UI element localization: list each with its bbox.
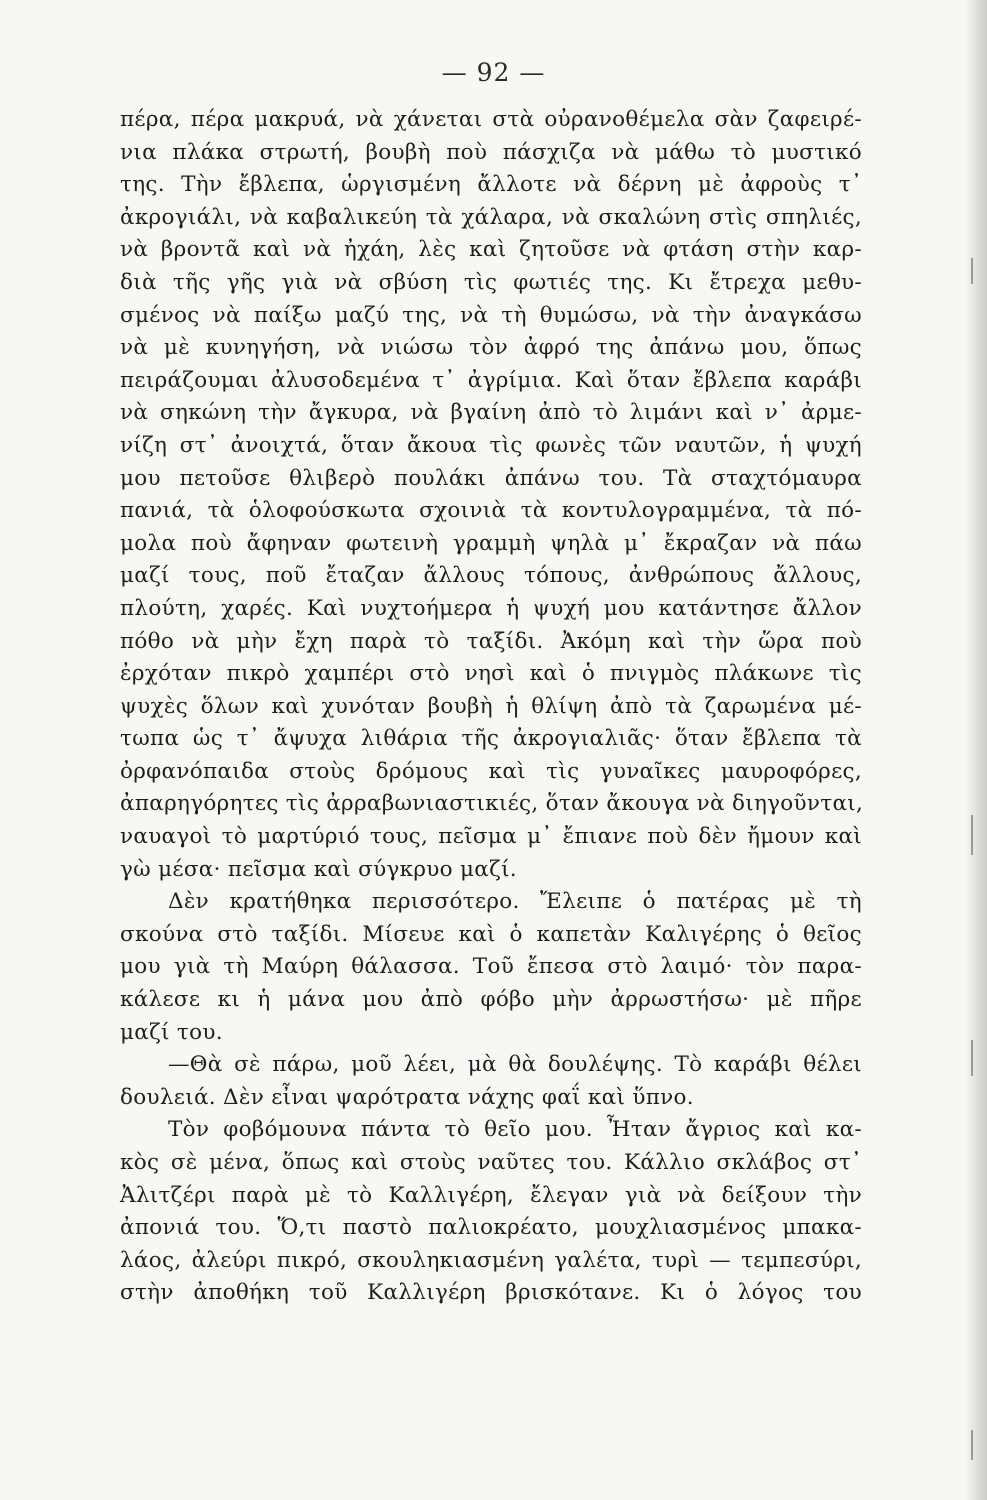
text-line: μαζί του.	[120, 1019, 223, 1045]
text-line: πλούτη, χαρές. Καὶ νυχτοήμερα ἡ ψυχή μου κατάντησε ἄλλον	[120, 595, 862, 621]
text-line: ψυχὲς ὅλων καὶ χυνόταν βουβὴ ἡ θλίψη ἀπὸ τὰ ζαρωμένα μέ-	[120, 693, 862, 719]
text-line: δουλειά. Δὲν εἶναι ψαρότρατα νάχης φαΐ καὶ ὕπνο.	[120, 1084, 694, 1110]
text-line: μου γιὰ τὴ Μαύρη θάλασσα. Τοῦ ἔπεσα στὸ λαιμό· τὸν παρα-	[120, 954, 862, 980]
page-edge-mark	[971, 1430, 973, 1460]
text-line: ἀκρογιάλι, νὰ καβαλικεύη τὰ χάλαρα, νὰ σκαλώνη στὶς σπηλιές,	[120, 204, 862, 230]
text-line: κὸς σὲ μένα, ὅπως καὶ στοὺς ναῦτες του. Κάλλιο σκλάβος στ᾿	[120, 1150, 862, 1175]
text-line: νὰ μὲ κυνηγήση, νὰ νιώσω τὸν ἀφρό της ἀπάνω μου, ὅπως	[120, 335, 862, 361]
text-line: ἐρχόταν πικρὸ χαμπέρι στὸ νησὶ καὶ ὁ πνιγμὸς πλάκωνε τὶς	[120, 661, 862, 687]
page-edge-mark	[971, 815, 973, 855]
text-line: τωπα ὡς τ᾿ ἄψυχα λιθάρια τῆς ἀκρογιαλιᾶς· ὅταν ἔβλεπα τὰ	[120, 726, 862, 752]
text-line: πανιά, τὰ ὁλοφούσκωτα σχοινιὰ τὰ κοντυλογραμμένα, τὰ πό-	[120, 498, 862, 524]
page-edge-shadow	[965, 0, 987, 1500]
text-line: Τὸν φοβόμουνα πάντα τὸ θεῖο μου. Ἦταν ἄγριος καὶ κα-	[168, 1117, 862, 1143]
text-line: στὴν ἀποθήκη τοῦ Καλλιγέρη βρισκότανε. Κι ὁ λόγος του	[120, 1280, 862, 1306]
page-edge-mark	[971, 258, 973, 284]
text-line: πέρα, πέρα μακρυά, νὰ χάνεται στὰ οὐρανοθέμελα σὰν ζαφειρέ-	[120, 107, 862, 132]
page-number: — 92 —	[441, 58, 546, 87]
text-line: νὰ σηκώνη τὴν ἄγκυρα, νὰ βγαίνη ἀπὸ τὸ λιμάνι καὶ ν᾿ ἀρμε-	[120, 400, 862, 426]
text-line: νια πλάκα στρωτή, βουβὴ ποὺ πάσχιζα νὰ μάθω τὸ μυστικό	[120, 139, 862, 165]
body-text	[120, 104, 862, 1310]
text-line: σκούνα στὸ ταξίδι. Μίσευε καὶ ὁ καπετὰν Καλιγέρης ὁ θεῖος	[120, 921, 862, 947]
text-line: Δὲν κρατήθηκα περισσότερο. Ἔλειπε ὁ πατέρας μὲ τὴ	[168, 889, 862, 915]
text-line: κάλεσε κι ἡ μάνα μου ἀπὸ φόβο μὴν ἀρρωστήσω· μὲ πῆρε	[120, 987, 862, 1013]
text-line: ἀπονιά του. Ὅ,τι παστὸ παλιοκρέατο, μουχλιασμένος μπακα-	[120, 1215, 862, 1241]
text-line: ναυαγοὶ τὸ μαρτύριό τους, πεῖσμα μ᾿ ἔπιανε ποὺ δὲν ἤμουν καὶ	[120, 824, 862, 850]
text-line: νὰ βροντᾶ καὶ νὰ ἠχάη, λὲς καὶ ζητοῦσε νὰ φτάση στὴν καρ-	[120, 237, 862, 263]
text-line: νίζη στ᾿ ἀνοιχτά, ὅταν ἄκουα τὶς φωνὲς τῶν ναυτῶν, ἡ ψυχή	[120, 432, 862, 458]
text-line: ἀπαρηγόρητες τὶς ἀρραβωνιαστικιές, ὅταν ἄκουγα νὰ διηγοῦνται,	[120, 791, 864, 817]
text-line: μαζί τους, ποῦ ἔταζαν ἄλλους τόπους, ἀνθρώπους ἄλλους,	[120, 563, 862, 589]
text-line: ὀρφανόπαιδα στοὺς δρόμους καὶ τὶς γυναῖκες μαυροφόρες,	[120, 758, 862, 784]
text-line: πειράζουμαι ἀλυσοδεμένα τ᾿ ἀγρίμια. Καὶ ὅταν ἔβλεπα καράβι	[120, 367, 862, 393]
text-line: —Θὰ σὲ πάρω, μοῦ λέει, μὰ θὰ δουλέψης. Τὸ καράβι θέλει	[168, 1052, 862, 1078]
text-line: λάος, ἀλεύρι πικρό, σκουληκιασμένη γαλέτα, τυρὶ — τεμπεσύρι,	[120, 1247, 862, 1273]
text-line: της. Τὴν ἔβλεπα, ὡργισμένη ἄλλοτε νὰ δέρνη μὲ ἀφροὺς τ᾿	[120, 172, 862, 198]
text-line: πόθο νὰ μὴν ἔχη παρὰ τὸ ταξίδι. Ἀκόμη καὶ τὴν ὥρα ποὺ	[120, 628, 862, 654]
text-line: διὰ τῆς γῆς γιὰ νὰ σβύση τὶς φωτιές της. Κι ἔτρεχα μεθυ-	[120, 269, 862, 295]
text-line: μολα ποὺ ἄφηναν φωτεινὴ γραμμὴ ψηλὰ μ᾿ ἔκραζαν νὰ πάω	[120, 530, 862, 556]
text-line: Ἀλιτζέρι παρὰ μὲ τὸ Καλλιγέρη, ἔλεγαν γιὰ νὰ δείξουν τὴν	[120, 1182, 862, 1208]
text-line: σμένος νὰ παίξω μαζύ της, νὰ τὴ θυμώσω, νὰ τὴν ἀναγκάσω	[120, 302, 862, 328]
text-line: μου πετοῦσε θλιβερὸ πουλάκι ἀπάνω του. Τὰ σταχτόμαυρα	[120, 465, 862, 491]
page-edge-mark	[971, 1040, 973, 1076]
text-line: γὼ μέσα· πεῖσμα καὶ σύγκρυο μαζί.	[120, 856, 517, 882]
